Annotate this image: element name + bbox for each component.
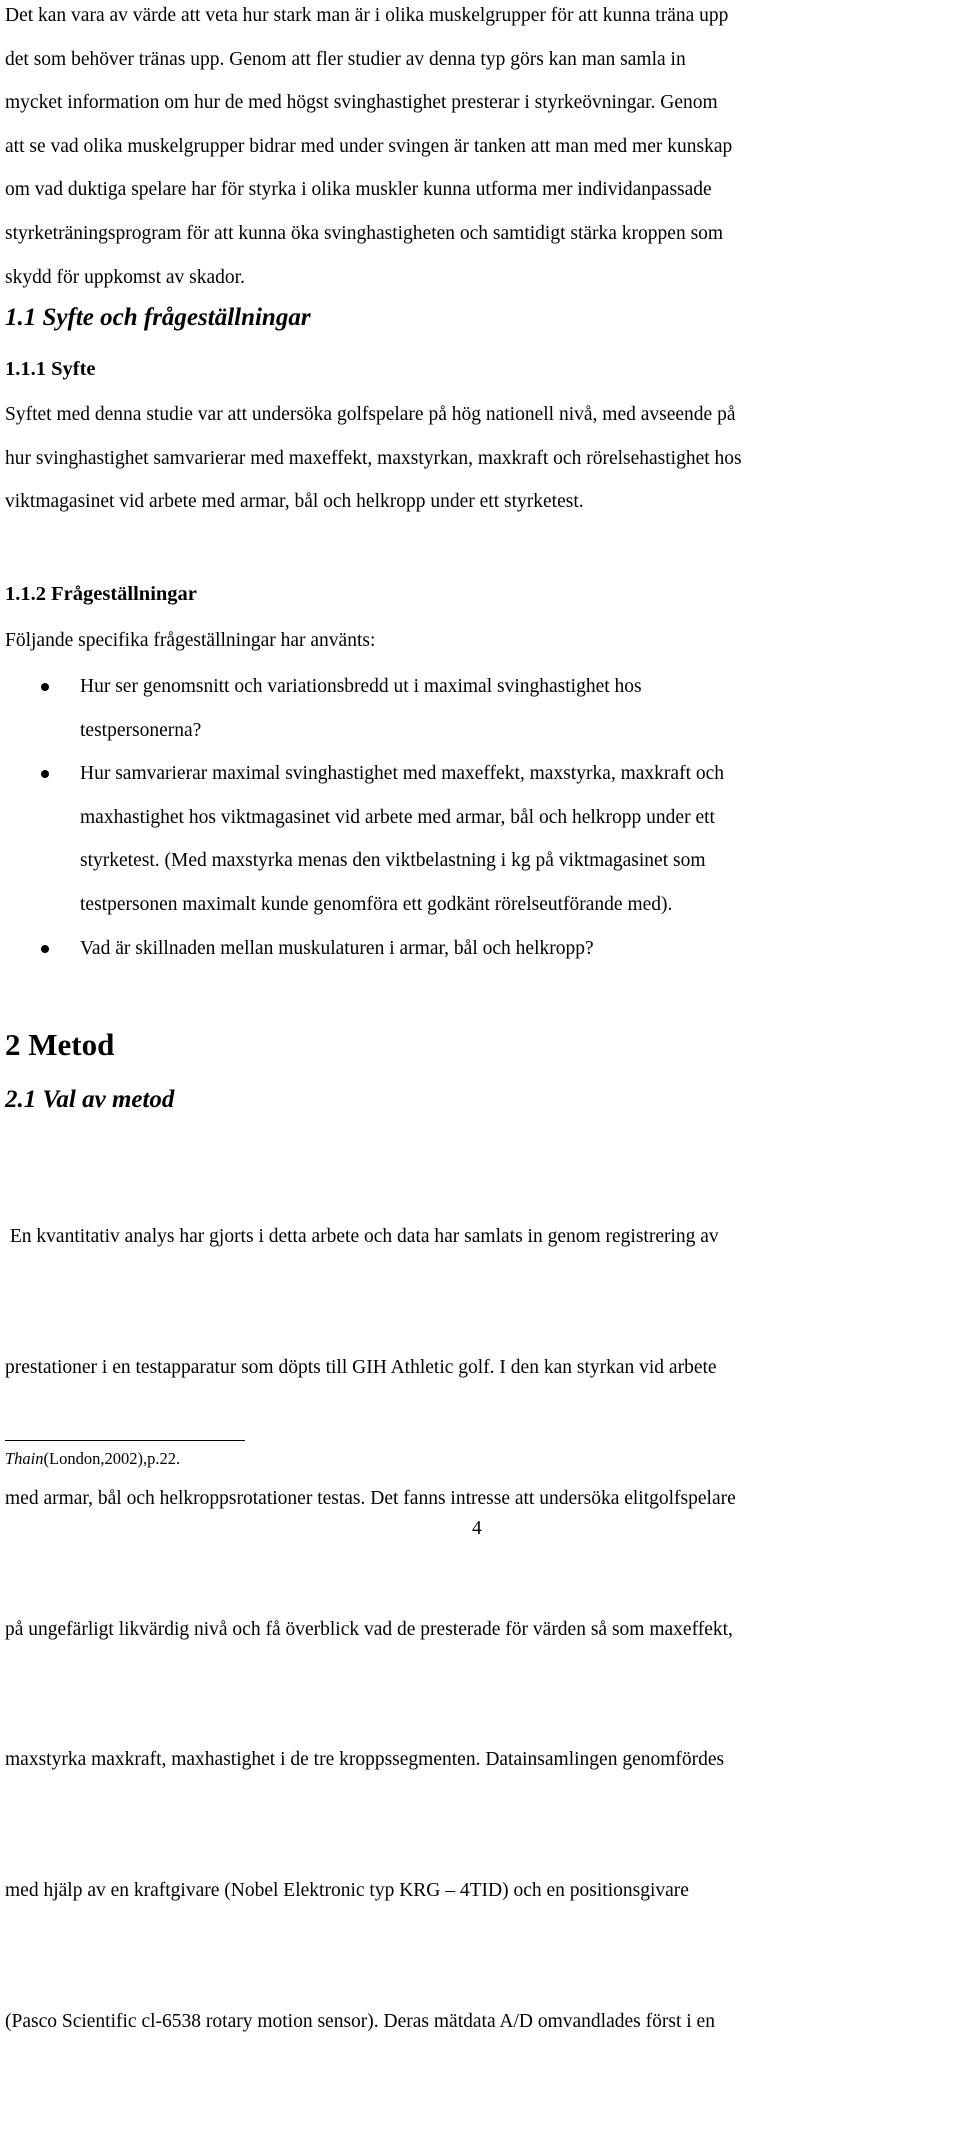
text-line: att se vad olika muskelgrupper bidrar med under svingen är tanken att man med mer kunskap [5, 135, 733, 157]
intro-paragraph [5, 0, 732, 299]
chapter-heading-2: 2 Metod [5, 1027, 115, 1062]
text-line: om vad duktiga spelare har för styrka i olika muskler kunna utforma mer individanpassade [5, 179, 712, 201]
page-number: 4 [472, 1518, 482, 1539]
text-line: det som behöver tränas upp. Genom att fler studier av denna typ görs kan man samla in [5, 48, 686, 70]
text-line: med hjälp av en kraftgivare (Nobel Elektronic typ KRG – 4TID) och en positionsgivare [5, 1880, 689, 1902]
text-line: viktmagasinet vid arbete med armar, bål och helkropp under ett styrketest. [5, 491, 584, 513]
text-line: styrketräningsprogram för att kunna öka svinghastigheten och samtidigt stärka kroppen som [5, 222, 724, 244]
text-line: styrketest. (Med maxstyrka menas den viktbelastning i kg på viktmagasinet som [80, 850, 706, 872]
text-line: Hur samvarierar maximal svinghastighet med maxeffekt, maxstyrka, maxkraft och [80, 763, 725, 785]
section-heading-1-1-2: 1.1.2 Frågeställningar [5, 583, 197, 605]
footnote [5, 1447, 180, 1471]
text-line: (Pasco Scientific cl-6538 rotary motion sensor). Deras mätdata A/D omvandlades först i en [5, 2010, 715, 2032]
syfte-paragraph [5, 393, 742, 524]
list-item [5, 927, 957, 971]
bullet-icon [41, 945, 49, 953]
section-heading-1-1: 1.1 Syfte och frågeställningar [5, 304, 311, 331]
text-line: testpersonen maximalt kunde genomföra ett godkänt rörelseutförande med). [80, 893, 673, 915]
bullet-icon [41, 770, 49, 778]
text-line: skydd för uppkomst av skador. [5, 266, 245, 288]
text-line: med armar, bål och helkroppsrotationer testas. Det fanns intresse att undersöka elitgolfspelare [5, 1487, 736, 1509]
text-line: prestationer i en testapparatur som döpts till GIH Athletic golf. I den kan styrkan vid arbete [5, 1356, 717, 1378]
text-line: maxhastighet hos viktmagasinet vid arbete med armar, bål och helkropp under ett [80, 806, 715, 828]
text-line: Vad är skillnaden mellan muskulaturen i armar, bål och helkropp? [80, 937, 594, 959]
text-line: Syftet med denna studie var att undersöka golfspelare på hög nationell nivå, med avseende på [5, 404, 736, 425]
text-line: En kvantitativ analys har gjorts i detta arbete och data har samlats in genom registrering av [5, 1226, 719, 1248]
text-line: maxstyrka maxkraft, maxhastighet i de tre kroppssegmenten. Datainsamlingen genomfördes [5, 1749, 725, 1771]
section-heading-2-1: 2.1 Val av metod [5, 1086, 175, 1113]
section-heading-1-1-1: 1.1.1 Syfte [5, 358, 96, 380]
text-line: på ungefärligt likvärdig nivå och få överblick vad de presterade för värden så som maxeffekt, [5, 1618, 733, 1640]
text-line: hur svinghastighet samvarierar med maxeffekt, maxstyrkan, maxkraft och rörelsehastighet hos [5, 447, 742, 469]
footnote-divider [5, 1440, 245, 1441]
footnote-author: Thain [5, 1449, 44, 1468]
footnote-text: (London,2002),p.22. [43, 1449, 181, 1468]
text-line: Det kan vara av värde att veta hur stark man är i olika muskelgrupper för att kunna träna upp [5, 5, 729, 26]
method-paragraph [5, 1128, 736, 2131]
text-line: testpersonerna? [80, 719, 202, 741]
list-item [5, 665, 957, 752]
questions-list [5, 665, 957, 970]
bullet-icon [41, 683, 49, 691]
questions-intro: Följande specifika frågeställningar har använts: [5, 630, 376, 651]
text-line: mycket information om hur de med högst svinghastighet presterar i styrkeövningar. Genom [5, 92, 718, 114]
list-item [5, 752, 957, 926]
text-line: Hur ser genomsnitt och variationsbredd ut i maximal svinghastighet hos [80, 676, 642, 697]
